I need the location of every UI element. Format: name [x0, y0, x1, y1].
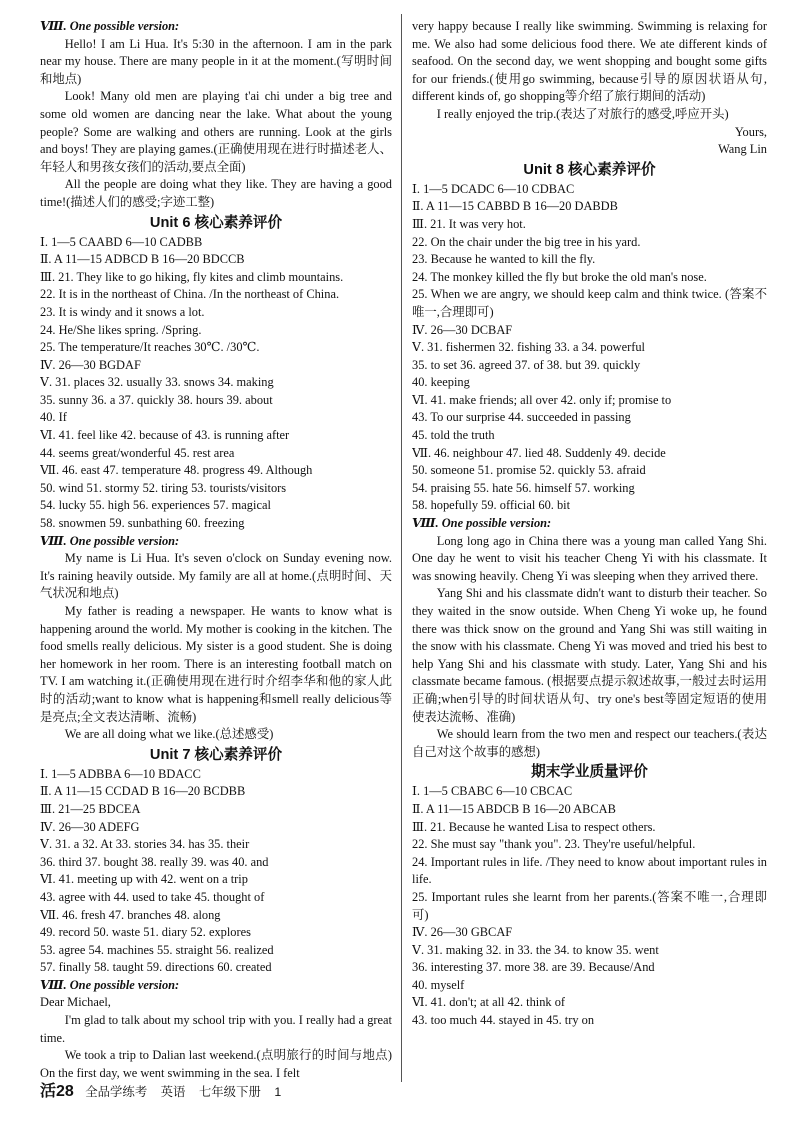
answer-line: 40. myself: [412, 977, 465, 992]
section-heading: Ⅷ. One possible version:: [40, 977, 180, 992]
essay-paragraph: Hello! I am Li Hua. It's 5:30 in the afternoon. I am in the park near my house. There are many people in it at the moment.(写明时间和地点): [40, 36, 392, 86]
essay-paragraph: My father is reading a newspaper. He wants to know what is happening around the world. My mother is cooking in the kitchen. The food smells really delicious. My sister is a good student. She is doing her homework in her room. There is an interesting football match on TV. I am watching it.(正确使用现在进行时介绍李华和他的家人此时的活动;want to know what is happening和smell really delicious等是亮点;全文表达清晰、流畅): [40, 604, 392, 724]
series-name: 全品学练考: [85, 1085, 148, 1099]
answer-line: Ⅵ. 41. make friends; all over 42. only if; promise to: [412, 392, 672, 407]
answer-line: Ⅱ. A 11—15 ADBCD B 16—20 BDCCB: [40, 252, 245, 267]
section-heading: Ⅷ. One possible version:: [412, 516, 552, 531]
answer-line: 35. sunny 36. a 37. quickly 38. hours 39. about: [40, 392, 273, 407]
section-heading: Ⅷ. One possible version:: [40, 19, 180, 33]
essay-paragraph: We took a trip to Dalian last weekend.(点明旅行的时间与地点) On the first day, we went swimming in the sea. I felt: [40, 1048, 392, 1080]
answer-line: Ⅰ. 1—5 CAABD 6—10 CADBB: [40, 234, 203, 249]
answer-line: 40. keeping: [412, 375, 470, 390]
answer-line: Ⅵ. 41. feel like 42. because of 43. is running after: [40, 428, 290, 443]
answer-line: Ⅲ. 21. They like to go hiking, fly kites and climb mountains.: [40, 269, 344, 284]
essay-paragraph: We are all doing what we like.(总述感受): [64, 727, 274, 742]
answer-line: 36. interesting 37. more 38. are 39. Because/And: [412, 960, 655, 975]
answer-line: 44. seems great/wonderful 45. rest area: [40, 445, 235, 460]
final-exam-title: 期末学业质量评价: [531, 764, 648, 781]
answer-line: 40. If: [40, 410, 67, 425]
answer-line: Ⅰ. 1—5 CBABC 6—10 CBCAC: [412, 784, 573, 799]
letter-signature: Wang Lin: [718, 142, 767, 157]
answer-line: Ⅰ. 1—5 ADBBA 6—10 BDACC: [40, 766, 201, 781]
answer-line: Ⅴ. 31. places 32. usually 33. snows 34. making: [40, 375, 274, 390]
answer-line: 43. agree with 44. used to take 45. thought of: [40, 889, 265, 904]
answer-line: 22. It is in the northeast of China. /In the northeast of China.: [40, 287, 340, 302]
subject-name: 英语: [160, 1085, 186, 1099]
answer-line: 35. to set 36. agreed 37. of 38. but 39. quickly: [412, 357, 641, 372]
essay-paragraph: I'm glad to talk about my school trip with you. I really had a great time.: [40, 1013, 392, 1045]
answer-line: 50. wind 51. stormy 52. tiring 53. tourists/visitors: [40, 480, 287, 495]
answer-line: 25. Important rules she learnt from her parents.(答案不唯一,合理即可): [412, 889, 767, 922]
answer-line: 43. To our surprise 44. succeeded in passing: [412, 410, 631, 425]
answer-line: Ⅳ. 26—30 ADEFG: [40, 819, 140, 834]
answer-line: Ⅶ. 46. neighbour 47. lied 48. Suddenly 49. decide: [412, 445, 666, 460]
essay-paragraph: Yang Shi and his classmate didn't want to disturb their teacher. So they waited in the snow outside. When Cheng Yi woke up, he found there was thick snow on the ground and Yang Shi was still waiting in the snow with his classmate. Cheng Yi was moved and tried his best to help Yang Shi and his classmate with study. Later, Yang Shi and his classmate became famous. (根据要点提示叙述故事,一般过去时运用正确;when引导的时间状语从句、try one's best等固定短语的使用使表达流畅、准确): [412, 586, 767, 724]
answer-line: Ⅵ. 41. don't; at all 42. think of: [412, 995, 566, 1010]
answer-line: 57. finally 58. taught 59. directions 60. created: [40, 960, 272, 975]
answer-line: 24. Important rules in life. /They need to know about important rules in life.: [412, 854, 767, 887]
answer-line: Ⅴ. 31. making 32. in 33. the 34. to know 35. went: [412, 942, 659, 957]
answer-line: 43. too much 44. stayed in 45. try on: [412, 1013, 595, 1028]
answer-line: 45. told the truth: [412, 428, 495, 443]
right-column: [412, 18, 767, 1030]
answer-line: 54. praising 55. hate 56. himself 57. working: [412, 480, 635, 495]
answer-line: Ⅶ. 46. fresh 47. branches 48. along: [40, 907, 221, 922]
answer-line: Ⅴ. 31. a 32. At 33. stories 34. has 35. their: [40, 837, 250, 852]
page-number: 活28: [40, 1083, 74, 1100]
answer-line: Ⅱ. A 11—15 ABDCB B 16—20 ABCAB: [412, 801, 616, 816]
essay-paragraph: All the people are doing what they like. They are having a good time!(描述人们的感受;字迹工整): [40, 177, 392, 209]
answer-line: 24. The monkey killed the fly but broke the old man's nose.: [412, 269, 707, 284]
unit-6-title: Unit 6 核心素养评价: [149, 214, 283, 231]
grade-name: 七年级下册: [198, 1085, 261, 1099]
letter-closing: Yours,: [734, 124, 767, 139]
essay-paragraph: My name is Li Hua. It's seven o'clock on Sunday evening now. It's raining heavily outside. My family are all at home.(点明时间、天气状况和地点): [40, 551, 392, 601]
answer-line: Ⅳ. 26—30 GBCAF: [412, 925, 513, 940]
answer-line: 22. She must say "thank you". 23. They're useful/helpful.: [412, 837, 696, 852]
left-column: [40, 18, 392, 1082]
letter-salutation: Dear Michael,: [40, 995, 111, 1010]
answer-line: Ⅵ. 41. meeting up with 42. went on a trip: [40, 872, 248, 887]
answer-line: 36. third 37. bought 38. really 39. was 40. and: [40, 854, 269, 869]
volume-number: 1: [274, 1085, 282, 1099]
unit-7-title: Unit 7 核心素养评价: [149, 746, 283, 763]
column-divider: [401, 14, 402, 1082]
unit-8-title: Unit 8 核心素养评价: [523, 161, 656, 178]
answer-line: 58. hopefully 59. official 60. bit: [412, 498, 571, 513]
answer-line: Ⅳ. 26—30 BGDAF: [40, 357, 141, 372]
answer-line: 25. When we are angry, we should keep calm and think twice. (答案不唯一,合理即可): [412, 287, 767, 319]
answer-line: Ⅶ. 46. east 47. temperature 48. progress 49. Although: [40, 463, 313, 478]
answer-line: Ⅲ. 21. Because he wanted Lisa to respect others.: [412, 819, 656, 834]
answer-line: Ⅴ. 31. fishermen 32. fishing 33. a 34. powerful: [412, 340, 645, 355]
answer-line: 23. It is windy and it snows a lot.: [40, 304, 205, 319]
answer-line: Ⅰ. 1—5 DCADC 6—10 CDBAC: [412, 181, 575, 196]
answer-line: 54. lucky 55. high 56. experiences 57. magical: [40, 498, 271, 513]
answer-line: 58. snowmen 59. sunbathing 60. freezing: [40, 516, 245, 531]
essay-paragraph: I really enjoyed the trip.(表达了对旅行的感受,呼应开头): [436, 106, 729, 121]
answer-line: 53. agree 54. machines 55. straight 56. realized: [40, 942, 274, 957]
answer-line: 23. Because he wanted to kill the fly.: [412, 252, 596, 267]
essay-paragraph: Look! Many old men are playing t'ai chi under a big tree and some old women are dancing near the lake. What about the young people? Some are walking and others are running. Look at the girls and boys! They are playing games.(正确使用现在进行时描述老人、年轻人和男孩女孩们的活动,要点全面): [40, 89, 392, 174]
answer-line: Ⅳ. 26—30 DCBAF: [412, 322, 513, 337]
answer-line: Ⅱ. A 11—15 CCDAD B 16—20 BCDBB: [40, 784, 246, 799]
essay-paragraph: We should learn from the two men and respect our teachers.(表达自己对这个故事的感想): [412, 727, 767, 759]
answer-line: 22. On the chair under the big tree in his yard.: [412, 234, 641, 249]
essay-paragraph: Long long ago in China there was a young man called Yang Shi. One day he went to visit his teacher Cheng Yi with his classmate. It was snowing heavily. Cheng Yi was sleeping when they arrived there.: [412, 533, 767, 583]
page-footer: [40, 1083, 392, 1101]
answer-line: Ⅲ. 21. It was very hot.: [412, 216, 526, 231]
answer-line: 50. someone 51. promise 52. quickly 53. afraid: [412, 463, 646, 478]
answer-line: 49. record 50. waste 51. diary 52. explores: [40, 925, 251, 940]
answer-line: Ⅱ. A 11—15 CABBD B 16—20 DABDB: [412, 199, 618, 214]
answer-line: 24. He/She likes spring. /Spring.: [40, 322, 202, 337]
answer-line: 25. The temperature/It reaches 30℃. /30℃.: [40, 340, 260, 355]
section-heading: Ⅷ. One possible version:: [40, 533, 180, 548]
answer-line: Ⅲ. 21—25 BDCEA: [40, 801, 141, 816]
essay-paragraph: very happy because I really like swimming. Swimming is relaxing for me. We also had some delicious food there. We ate different kinds of seafood. On the second day, we went shopping and bought some gifts for our friends.(使用go swimming, because引导的原因状语从句, different kinds of, go shopping等介绍了旅行期间的活动): [412, 19, 767, 104]
